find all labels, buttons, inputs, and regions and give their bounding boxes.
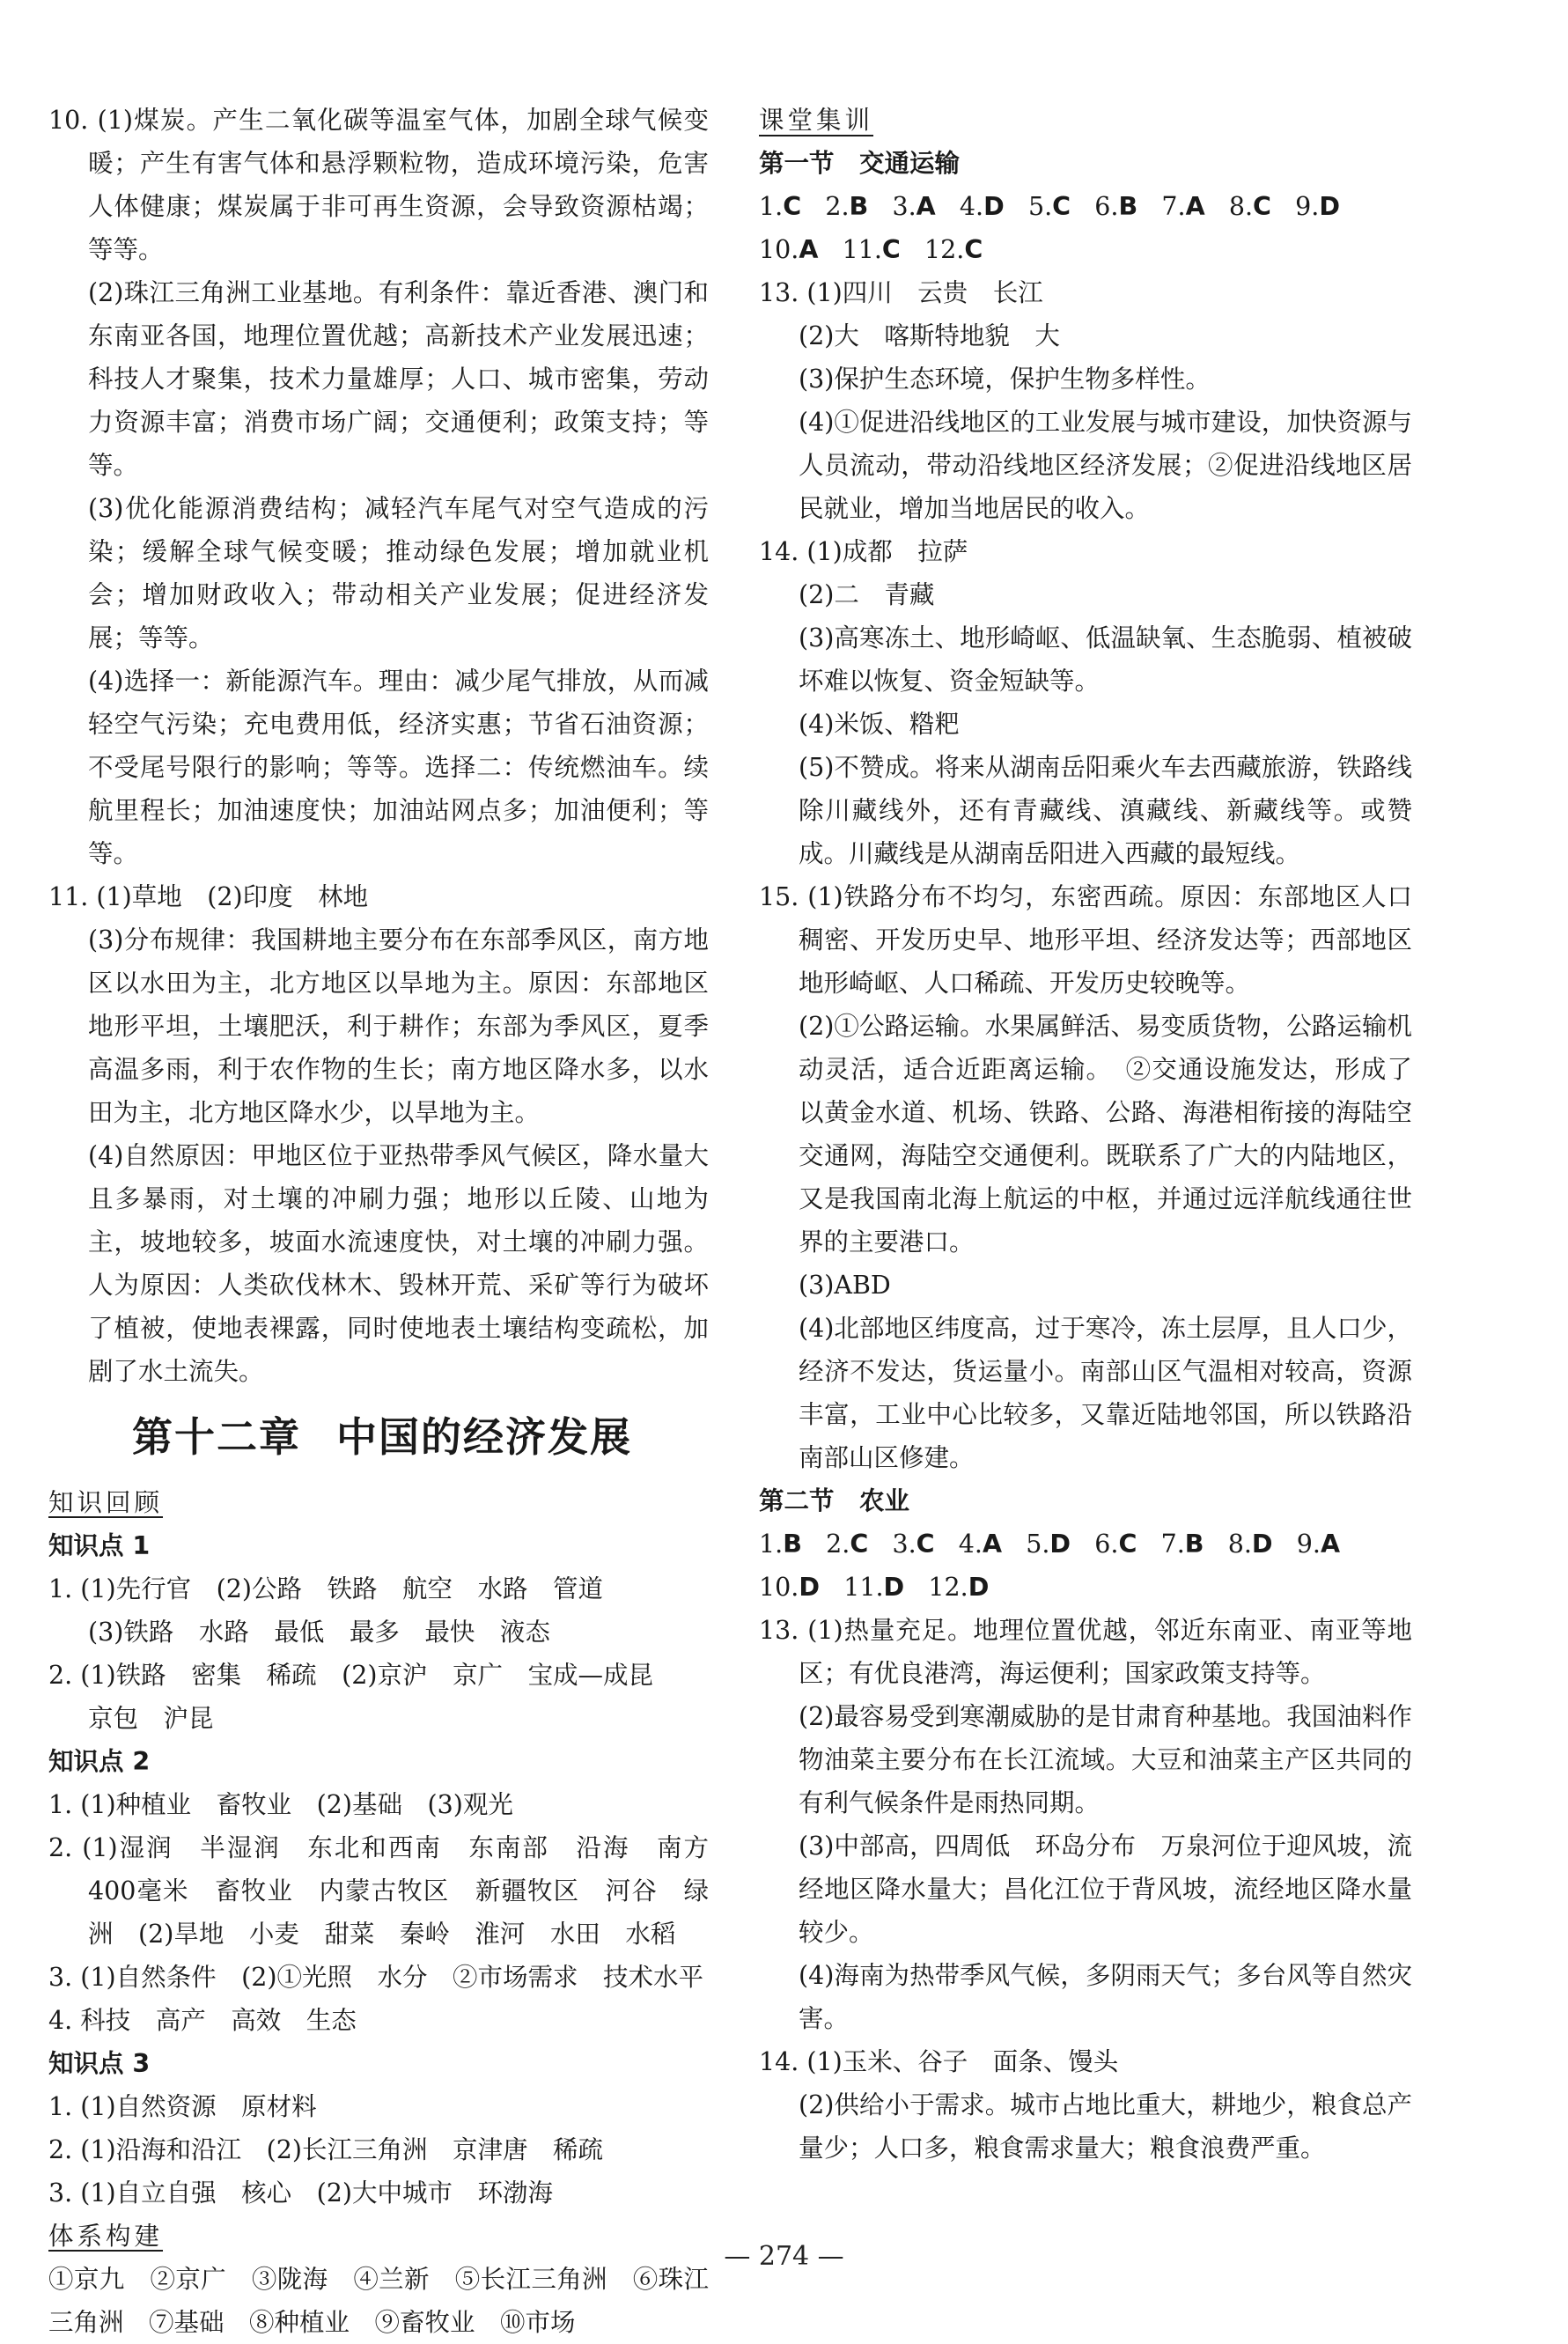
choice-answer: 4.A — [958, 1529, 1003, 1559]
kp1-item-2: 2. (1)铁路 密集 稀疏 (2)京沪 京广 宝成—成昆 — [48, 1661, 653, 1690]
s1-answer-15-3: (3)ABD — [799, 1271, 891, 1300]
choice-answer: 3.A — [892, 192, 936, 221]
knowledge-point-2: 知识点 2 — [48, 1747, 151, 1776]
s1-answer-13-4: (4)①促进沿线地区的工业发展与城市建设，加快资源与人员流动，带动沿线地区经济发展；②促进沿线地区居民就业，增加当地居民的收入。 — [799, 408, 1412, 523]
answer-11-3: (3)分布规律：我国耕地主要分布在东部季风区，南方地区以水田为主，北方地区以旱地为主。原因：东部地区地形平坦，土壤肥沃，利于耕作；东部为季风区，夏季高温多雨，利于农作物的生长；南方地区降水多，以水田为主，北方地区降水少，以旱地为主。 — [88, 925, 709, 1127]
choice-answer: 6.B — [1094, 192, 1138, 221]
s1-answer-14-4: (4)米饭、糌粑 — [799, 710, 960, 739]
choice-answer: 11.C — [842, 235, 901, 264]
choice-answer: 3.C — [892, 1529, 935, 1559]
choice-answer: 8.D — [1227, 1529, 1273, 1559]
kp2-item-2: 2. (1)湿润 半湿润 东北和西南 东南部 沿海 南方 400毫米 畜牧业 内蒙古牧区 新疆牧区 河谷 绿洲 (2)旱地 小麦 甜菜 秦岭 淮河 水田 水稻 — [48, 1833, 734, 1949]
section-1-choice-row-1 — [759, 185, 1412, 228]
choice-answer: 6.C — [1094, 1529, 1137, 1559]
s1-answer-14-2: (2)二 青藏 — [799, 580, 935, 609]
system-tag: 体系构建 — [48, 2222, 164, 2251]
kp2-item-1: 1. (1)种植业 畜牧业 (2)基础 (3)观光 — [48, 1790, 513, 1819]
choice-answer: 5.D — [1026, 1529, 1071, 1559]
kp2-item-3: 3. (1)自然条件 (2)①光照 水分 ②市场需求 技术水平 — [48, 1963, 703, 1992]
s1-answer-13-3: (3)保护生态环境，保护生物多样性。 — [799, 365, 1211, 394]
class-training-tag: 课堂集训 — [759, 106, 874, 135]
page-number: — 274 — — [724, 2241, 844, 2272]
s1-answer-13-2: (2)大 喀斯特地貌 大 — [799, 321, 1060, 350]
s2-answer-14-1: 14. (1)玉米、谷子 面条、馒头 — [759, 2047, 1119, 2076]
section-1-title: 第一节 交通运输 — [759, 149, 961, 178]
left-column — [48, 99, 734, 2344]
answer-11-1: 11. (1)草地 (2)印度 林地 — [48, 882, 369, 911]
right-column — [759, 99, 1412, 2170]
choice-answer: 7.A — [1161, 192, 1205, 221]
s1-answer-14-1: 14. (1)成都 拉萨 — [759, 537, 968, 566]
s2-answer-13-3: (3)中部高，四周低 环岛分布 万泉河位于迎风坡，流经地区降水量大；昌化江位于背风坡，流经地区降水量较少。 — [799, 1832, 1412, 1947]
choice-answer: 12.D — [928, 1573, 990, 1602]
choice-answer: 7.B — [1160, 1529, 1204, 1559]
s2-answer-13-4: (4)海南为热带季风气候，多阴雨天气；多台风等自然灾害。 — [799, 1961, 1412, 2033]
choice-answer: 11.D — [843, 1573, 905, 1602]
choice-answer: 4.D — [959, 192, 1005, 221]
answer-10-3: (3)优化能源消费结构；减轻汽车尾气对空气造成的污染；缓解全球气候变暖；推动绿色发展；增加就业机会；增加财政收入；带动相关产业发展；促进经济发展；等等。 — [88, 494, 709, 652]
s1-answer-13-1: 13. (1)四川 云贵 长江 — [759, 278, 1043, 307]
s1-answer-14-3: (3)高寒冻土、地形崎岖、低温缺氧、生态脆弱、植被破坏难以恢复、资金短缺等。 — [799, 623, 1412, 696]
s1-answer-14-5: (5)不赞成。将来从湖南岳阳乘火车去西藏旅游，铁路线除川藏线外，还有青藏线、滇藏线、新藏线等。或赞成。川藏线是从湖南岳阳进入西藏的最短线。 — [799, 753, 1412, 868]
choice-answer: 8.C — [1228, 192, 1271, 221]
answer-10-2: (2)珠江三角洲工业基地。有利条件：靠近香港、澳门和东南亚各国，地理位置优越；高新技术产业发展迅速；科技人才聚集，技术力量雄厚；人口、城市密集，劳动力资源丰富；消费市场广阔；交通便利；政策支持；等等。 — [88, 278, 709, 480]
choice-answer: 10.A — [759, 235, 819, 264]
choice-answer: 10.D — [759, 1573, 820, 1602]
knowledge-point-3: 知识点 3 — [48, 2049, 151, 2078]
s2-answer-13-1: 13. (1)热量充足。地理位置优越，邻近东南亚、南亚等地区；有优良港湾，海运便利；国家政策支持等。 — [759, 1616, 1412, 1688]
choice-answer: 2.C — [826, 1529, 869, 1559]
choice-answer: 1.B — [759, 1529, 802, 1559]
s1-answer-15-2: (2)①公路运输。水果属鲜活、易变质货物，公路运输机动灵活，适合近距离运输。 ②交通设施发达，形成了以黄金水道、机场、铁路、公路、海港相衔接的海陆空交通网，海陆空交通便利。既联系了广大的内陆地区，又是我国南北海上航运的中枢，并通过远洋航线通往世界的主要港口。 — [799, 1012, 1412, 1257]
choice-answer: 1.C — [759, 192, 802, 221]
section-1-choice-row-2 — [759, 228, 1412, 271]
kp3-item-2: 2. (1)沿海和沿江 (2)长江三角洲 京津唐 稀疏 — [48, 2135, 603, 2164]
answer-11-4: (4)自然原因：甲地区位于亚热带季风气候区，降水量大且多暴雨，对土壤的冲刷力强；地形以丘陵、山地为主，坡地较多，坡面水流速度快，对土壤的冲刷力强。人为原因：人类砍伐林木、毁林开荒、采矿等行为破坏了植被，使地表裸露，同时使地表土壤结构变疏松，加剧了水土流失。 — [88, 1141, 709, 1386]
kp1-item-1b: (3)铁路 水路 最低 最多 最快 液态 — [88, 1618, 550, 1647]
section-2-title: 第二节 农业 — [759, 1486, 910, 1515]
s2-answer-13-2: (2)最容易受到寒潮威胁的是甘肃育种基地。我国油料作物油菜主要分布在长江流域。大豆和油菜主产区共同的有利气候条件是雨热同期。 — [799, 1702, 1412, 1817]
choice-answer: 9.A — [1296, 1529, 1341, 1559]
choice-answer: 5.C — [1027, 192, 1071, 221]
s1-answer-15-4: (4)北部地区纬度高，过于寒冷，冻土层厚，且人口少，经济不发达，货运量小。南部山区气温相对较高，资源丰富，工业中心比较多，又靠近陆地邻国，所以铁路沿南部山区修建。 — [799, 1314, 1412, 1472]
kp1-item-1: 1. (1)先行官 (2)公路 铁路 航空 水路 管道 — [48, 1574, 603, 1603]
review-tag: 知识回顾 — [48, 1488, 164, 1517]
choice-answer: 9.D — [1295, 192, 1341, 221]
section-2-choice-row-1 — [759, 1522, 1412, 1566]
kp3-item-3: 3. (1)自立自强 核心 (2)大中城市 环渤海 — [48, 2178, 553, 2208]
answer-10-1: 10. (1)煤炭。产生二氧化碳等温室气体，加剧全球气候变暖；产生有害气体和悬浮颗粒物，造成环境污染，危害人体健康；煤炭属于非可再生资源，会导致资源枯竭；等等。 — [48, 106, 709, 264]
s2-answer-14-2: (2)供给小于需求。城市占地比重大，耕地少，粮食总产量少；人口多，粮食需求量大；粮食浪费严重。 — [799, 2090, 1412, 2163]
choice-answer: 12.C — [924, 235, 983, 264]
section-2-choice-row-2 — [759, 1566, 1412, 1609]
s1-answer-15-1: 15. (1)铁路分布不均匀，东密西疏。原因：东部地区人口稠密、开发历史早、地形平坦、经济发达等；西部地区地形崎岖、人口稀疏、开发历史较晚等。 — [759, 882, 1412, 998]
kp2-item-4: 4. 科技 高产 高效 生态 — [48, 2006, 357, 2035]
knowledge-point-1: 知识点 1 — [48, 1531, 151, 1560]
system-answers: ①京九 ②京广 ③陇海 ④兰新 ⑤长江三角洲 ⑥珠江三角洲 ⑦基础 ⑧种植业 ⑨畜牧业 ⑩市场 — [48, 2265, 709, 2337]
kp3-item-1: 1. (1)自然资源 原材料 — [48, 2092, 317, 2121]
kp1-item-2b: 京包 沪昆 — [88, 1704, 214, 1733]
chapter-title: 第十二章 中国的经济发展 — [132, 1413, 632, 1461]
answer-10-4: (4)选择一：新能源汽车。理由：减少尾气排放，从而减轻空气污染；充电费用低，经济实惠；节省石油资源；不受尾号限行的影响；等等。选择二：传统燃油车。续航里程长；加油速度快；加油站网点多；加油便利；等等。 — [88, 667, 709, 868]
choice-answer: 2.B — [825, 192, 869, 221]
